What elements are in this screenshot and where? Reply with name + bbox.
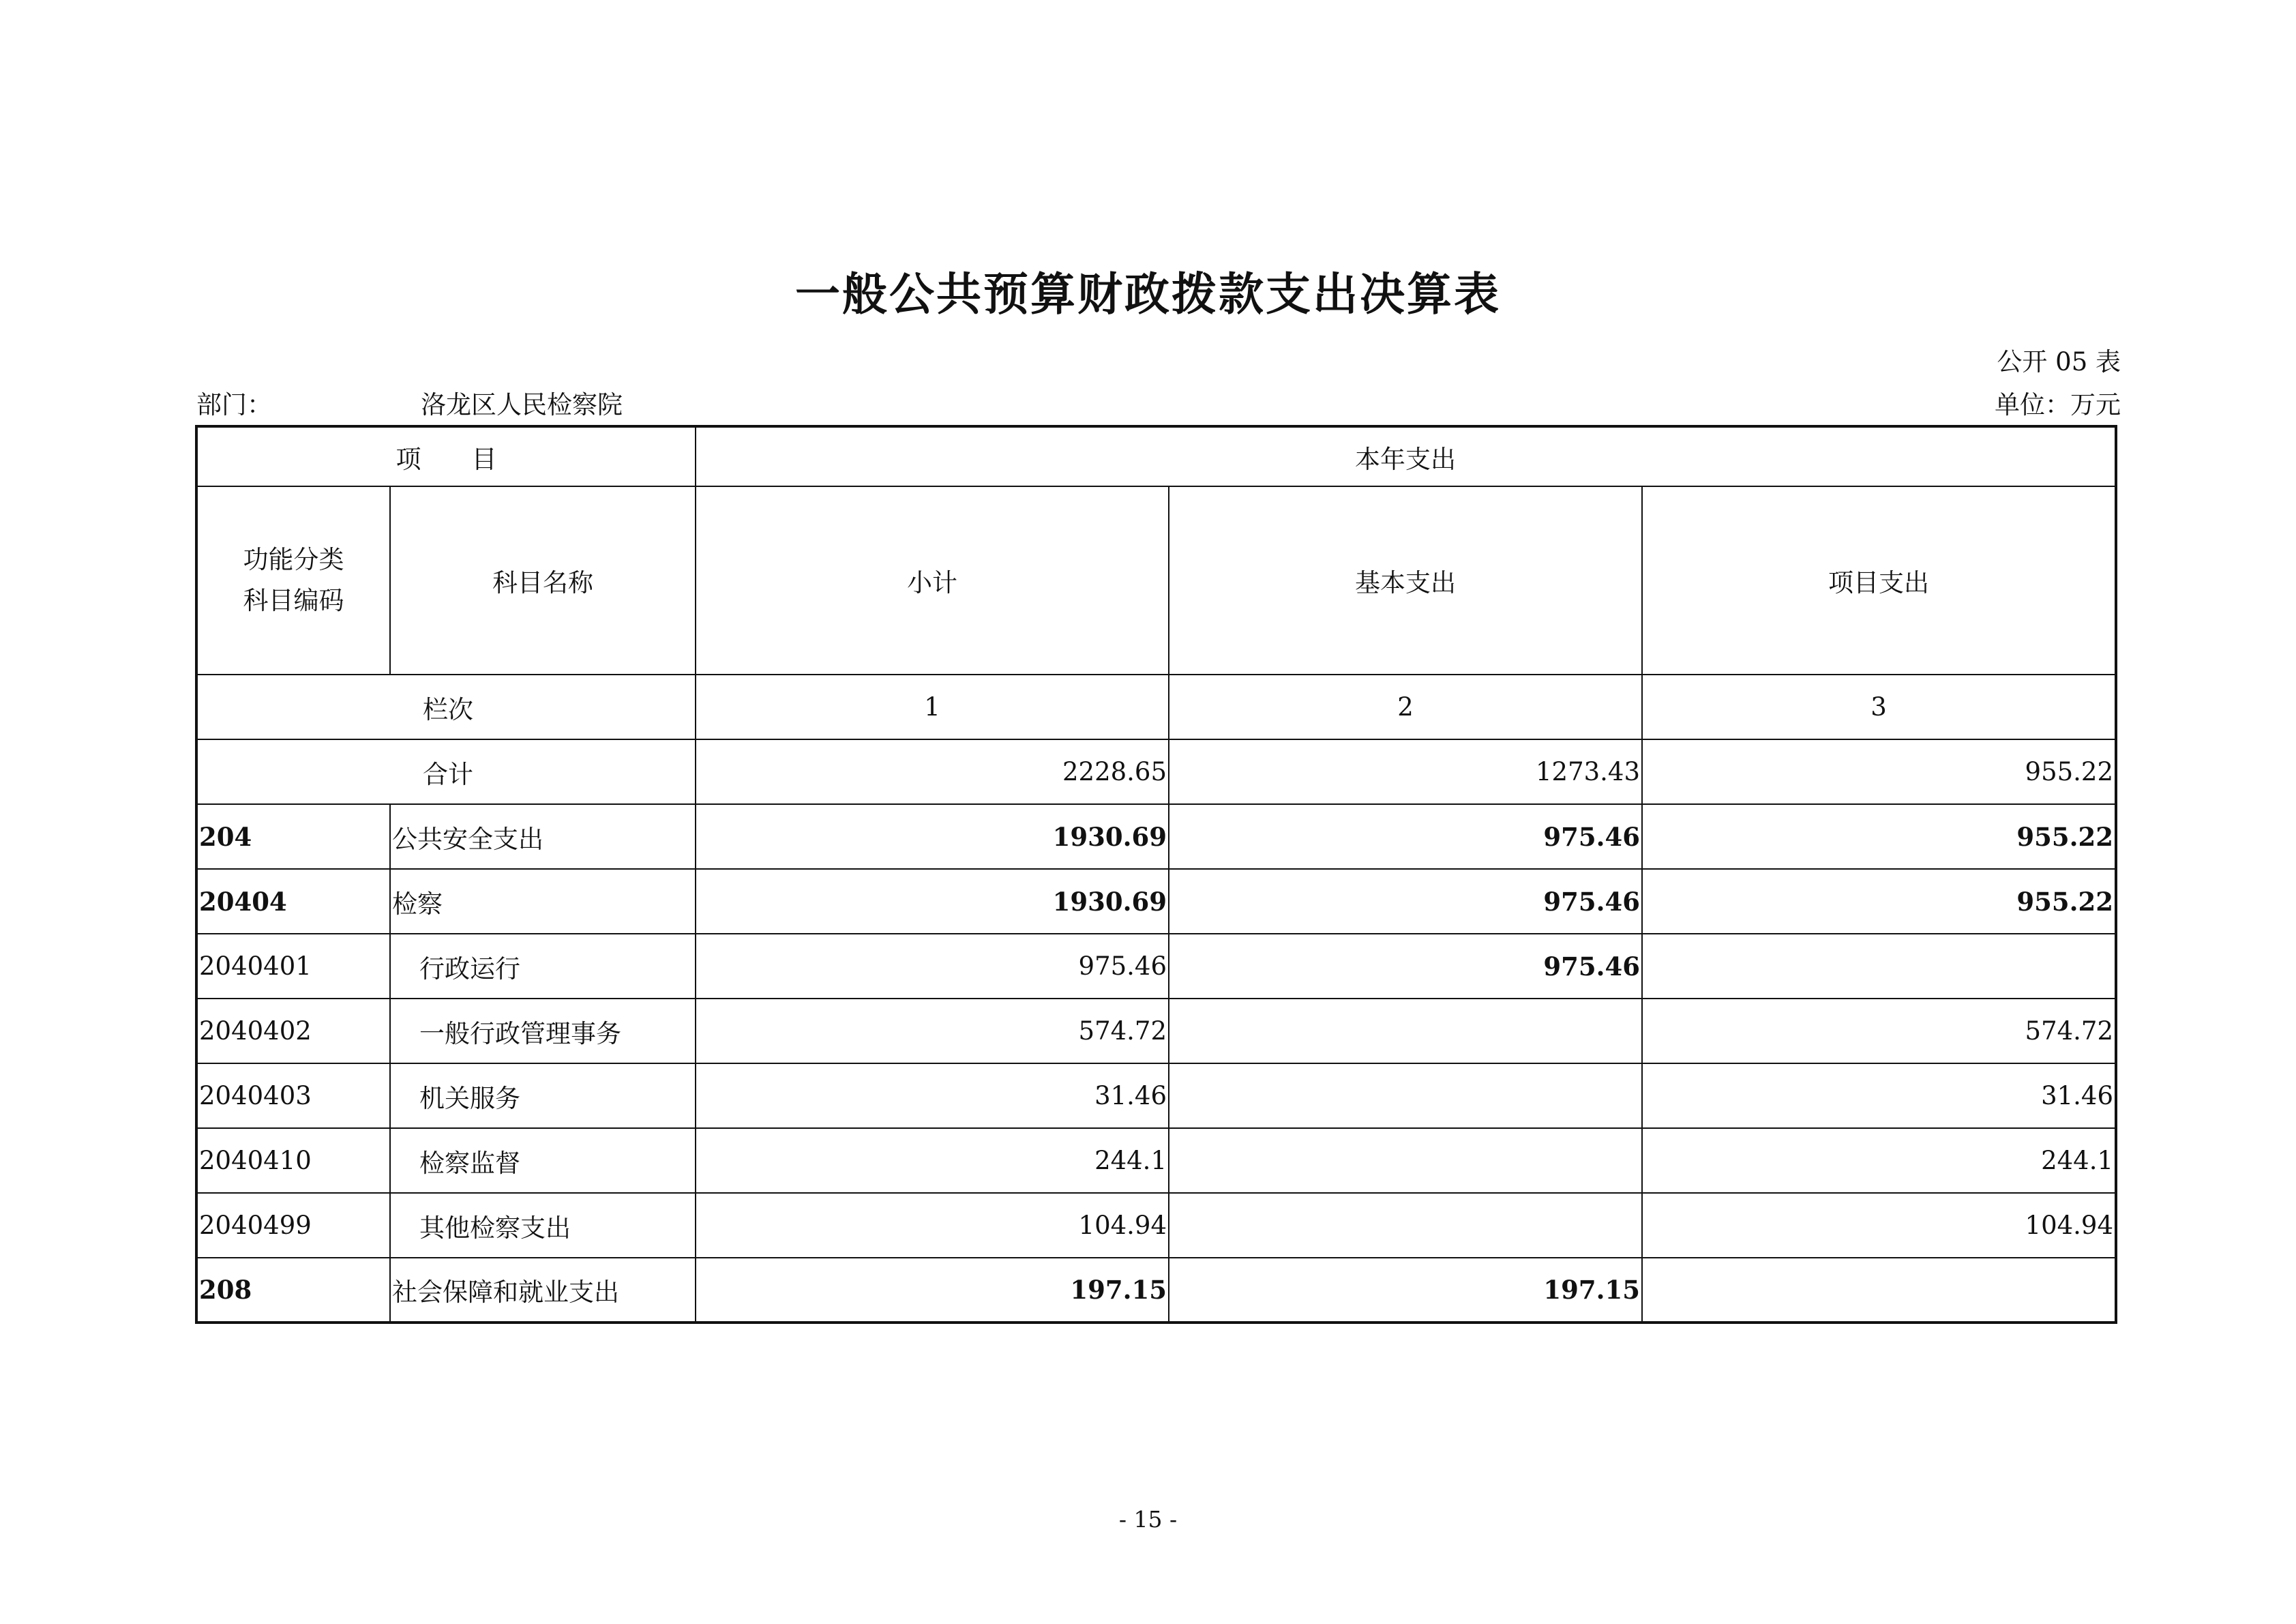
row-basic — [1169, 1193, 1642, 1258]
row-code: 2040403 — [196, 1063, 390, 1128]
table-row — [196, 999, 2116, 1063]
row-name: 机关服务 — [390, 1063, 696, 1128]
row-project: 31.46 — [1642, 1063, 2116, 1128]
row-subtotal: 244.1 — [696, 1128, 1169, 1193]
header-row-1 — [196, 426, 2116, 486]
row-name: 其他检察支出 — [390, 1193, 696, 1258]
row-project: 104.94 — [1642, 1193, 2116, 1258]
total-subtotal: 2228.65 — [696, 739, 1169, 804]
row-code: 2040410 — [196, 1128, 390, 1193]
row-basic: 197.15 — [1169, 1258, 1642, 1323]
column-index-1: 1 — [696, 675, 1169, 739]
header-func-code — [196, 486, 390, 675]
row-project: 955.22 — [1642, 869, 2116, 934]
table-row — [196, 1258, 2116, 1323]
row-subtotal: 574.72 — [696, 999, 1169, 1063]
table-row — [196, 804, 2116, 869]
column-index-row — [196, 675, 2116, 739]
row-code: 2040402 — [196, 999, 390, 1063]
column-row-label: 栏次 — [196, 675, 696, 739]
page-title: 一般公共预算财政拨款支出决算表 — [795, 267, 1501, 321]
header-subtotal: 小计 — [696, 486, 1169, 675]
table-row — [196, 934, 2116, 999]
row-subtotal: 197.15 — [696, 1258, 1169, 1323]
row-basic — [1169, 999, 1642, 1063]
table-row — [196, 1063, 2116, 1128]
row-basic: 975.46 — [1169, 934, 1642, 999]
header-func-code-line1: 功能分类 — [243, 545, 344, 574]
row-subtotal: 1930.69 — [696, 869, 1169, 934]
row-subtotal: 1930.69 — [696, 804, 1169, 869]
header-row-2 — [196, 486, 2116, 675]
row-subtotal: 975.46 — [696, 934, 1169, 999]
row-project — [1642, 1258, 2116, 1323]
total-basic: 1273.43 — [1169, 739, 1642, 804]
row-basic — [1169, 1128, 1642, 1193]
department-label: 部门： — [196, 390, 272, 419]
header-project: 项目支出 — [1642, 486, 2116, 675]
row-project: 244.1 — [1642, 1128, 2116, 1193]
row-code: 20404 — [196, 869, 390, 934]
row-name: 公共安全支出 — [390, 804, 696, 869]
expenditure-table — [195, 425, 2117, 1324]
row-name: 行政运行 — [390, 934, 696, 999]
total-label: 合计 — [196, 739, 696, 804]
header-item: 项 目 — [196, 426, 696, 486]
row-project: 955.22 — [1642, 804, 2116, 869]
page-number: - 15 - — [1118, 1506, 1178, 1533]
row-project — [1642, 934, 2116, 999]
row-subtotal: 31.46 — [696, 1063, 1169, 1128]
header-subject-name: 科目名称 — [390, 486, 696, 675]
header-current-year: 本年支出 — [696, 426, 2116, 486]
row-name: 检察 — [390, 869, 696, 934]
row-code: 2040499 — [196, 1193, 390, 1258]
row-basic — [1169, 1063, 1642, 1128]
header-func-code-line2: 科目编码 — [243, 586, 344, 615]
row-code: 204 — [196, 804, 390, 869]
form-number: 公开 05 表 — [1997, 347, 2121, 377]
table-row — [196, 1193, 2116, 1258]
department-name: 洛龙区人民检察院 — [421, 390, 623, 419]
row-subtotal: 104.94 — [696, 1193, 1169, 1258]
total-project: 955.22 — [1642, 739, 2116, 804]
row-basic: 975.46 — [1169, 804, 1642, 869]
row-name: 检察监督 — [390, 1128, 696, 1193]
row-name: 一般行政管理事务 — [390, 999, 696, 1063]
row-code: 2040401 — [196, 934, 390, 999]
unit-label: 单位：万元 — [1995, 390, 2121, 419]
row-basic: 975.46 — [1169, 869, 1642, 934]
row-project: 574.72 — [1642, 999, 2116, 1063]
column-index-2: 2 — [1169, 675, 1642, 739]
header-basic: 基本支出 — [1169, 486, 1642, 675]
table-row — [196, 1128, 2116, 1193]
column-index-3: 3 — [1642, 675, 2116, 739]
total-row — [196, 739, 2116, 804]
table-row — [196, 869, 2116, 934]
row-code: 208 — [196, 1258, 390, 1323]
row-name: 社会保障和就业支出 — [390, 1258, 696, 1323]
